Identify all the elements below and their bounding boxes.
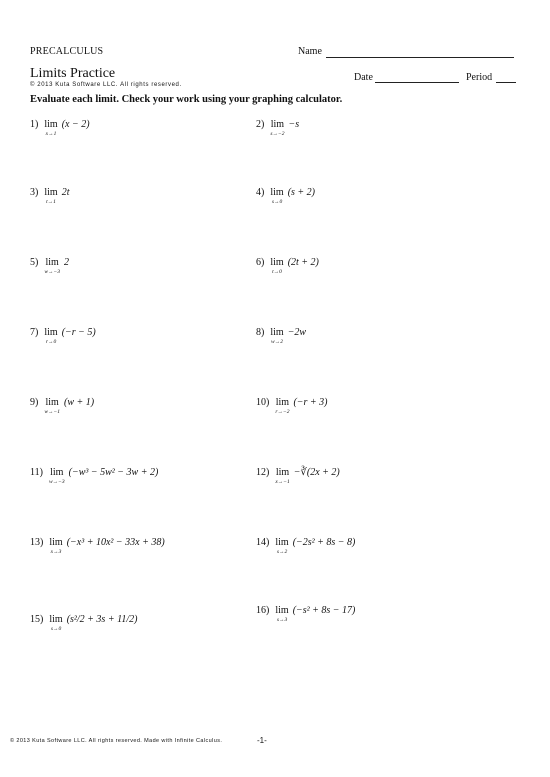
lim-approach: w→−3 (48, 479, 65, 485)
problem-number: 8) (256, 327, 265, 338)
lim-approach: s→−2 (270, 131, 285, 137)
problem-10 (256, 397, 328, 415)
name-blank (326, 57, 514, 58)
lim-approach: w→2 (271, 339, 283, 345)
problem-15 (30, 614, 137, 632)
problem-number: 14) (256, 537, 270, 548)
lim-operator: lim (275, 537, 289, 548)
lim-approach: r→0 (45, 339, 57, 345)
footer-copyright: © 2013 Kuta Software LLC. All rights reserved. Made with Infinite Calculus. (10, 738, 223, 744)
lim-operator: lim (275, 605, 289, 616)
problem-number: 4) (256, 187, 265, 198)
lim-operator: lim (44, 187, 58, 198)
limit-expression: (2t + 2) (287, 257, 319, 268)
problem-8 (256, 327, 306, 345)
limit-expression: (s²/2 + 3s + 11/2) (66, 614, 138, 625)
copyright-notice: © 2013 Kuta Software LLC. All rights reserved. (30, 82, 182, 88)
problem-14 (256, 537, 355, 555)
limit-expression: −∛(2x + 2) (293, 467, 340, 478)
problem-number: 10) (256, 397, 270, 408)
lim-approach: r→−2 (275, 409, 290, 415)
lim-approach: t→0 (272, 269, 282, 275)
lim-operator: lim (275, 397, 290, 408)
limit-expression: −2w (287, 327, 307, 338)
lim-approach: w→−1 (44, 409, 60, 415)
limit-expression: (−2s² + 8s − 8) (292, 537, 356, 548)
problem-number: 12) (256, 467, 270, 478)
problem-number: 3) (30, 187, 39, 198)
problem-11 (30, 467, 158, 485)
lim-operator: lim (44, 327, 58, 338)
lim-approach: x→1 (45, 131, 57, 137)
limit-expression: (s + 2) (287, 187, 315, 198)
limit-expression: (w + 1) (63, 397, 95, 408)
lim-operator: lim (270, 119, 285, 130)
limit-expression: 2t (61, 187, 70, 198)
limit-expression: (x − 2) (61, 119, 90, 130)
lim-operator: lim (49, 614, 63, 625)
date-blank (375, 82, 459, 83)
problem-number: 13) (30, 537, 44, 548)
page-number: -1- (257, 736, 267, 745)
limit-expression: (−w³ − 5w² − 3w + 2) (68, 467, 159, 478)
problem-7 (30, 327, 96, 345)
lim-approach: s→3 (276, 617, 288, 623)
problem-number: 9) (30, 397, 39, 408)
name-label: Name (298, 46, 322, 57)
problem-3 (30, 187, 69, 205)
problem-number: 11) (30, 467, 43, 478)
period-label: Period (466, 72, 493, 83)
problem-13 (30, 537, 165, 555)
lim-operator: lim (270, 257, 284, 268)
lim-approach: x→−1 (275, 479, 290, 485)
problem-6 (256, 257, 319, 275)
problem-5 (30, 257, 69, 275)
limit-expression: (−r − 5) (61, 327, 96, 338)
limit-expression: 2 (63, 257, 69, 268)
limit-expression: (−r + 3) (293, 397, 328, 408)
limit-expression: −s (288, 119, 300, 130)
instructions: Evaluate each limit. Check your work using your graphing calculator. (30, 94, 343, 105)
lim-approach: s→0 (50, 626, 62, 632)
lim-approach: x→3 (50, 549, 62, 555)
lim-approach: w→−3 (44, 269, 60, 275)
problem-4 (256, 187, 315, 205)
limit-expression: (−x³ + 10x² − 33x + 38) (66, 537, 165, 548)
lim-operator: lim (270, 327, 284, 338)
lim-operator: lim (45, 397, 59, 408)
period-blank (496, 82, 516, 83)
problem-number: 15) (30, 614, 44, 625)
problem-number: 2) (256, 119, 265, 130)
problem-2 (256, 119, 299, 137)
problem-1 (30, 119, 90, 137)
worksheet-title: Limits Practice (30, 66, 116, 81)
lim-approach: t→1 (46, 199, 56, 205)
lim-operator: lim (44, 119, 58, 130)
problem-number: 5) (30, 257, 39, 268)
lim-operator: lim (275, 467, 290, 478)
lim-approach: s→2 (276, 549, 288, 555)
course-label: PRECALCULUS (30, 46, 104, 57)
lim-operator: lim (50, 467, 64, 478)
problem-9 (30, 397, 94, 415)
lim-operator: lim (270, 187, 284, 198)
limit-expression: (−s² + 8s − 17) (292, 605, 356, 616)
problem-number: 7) (30, 327, 39, 338)
lim-operator: lim (49, 537, 63, 548)
lim-operator: lim (45, 257, 59, 268)
problem-number: 16) (256, 605, 270, 616)
problem-number: 1) (30, 119, 39, 130)
date-label: Date (354, 72, 373, 83)
problem-16 (256, 605, 355, 623)
problem-12 (256, 467, 340, 485)
problem-number: 6) (256, 257, 265, 268)
lim-approach: s→0 (271, 199, 283, 205)
